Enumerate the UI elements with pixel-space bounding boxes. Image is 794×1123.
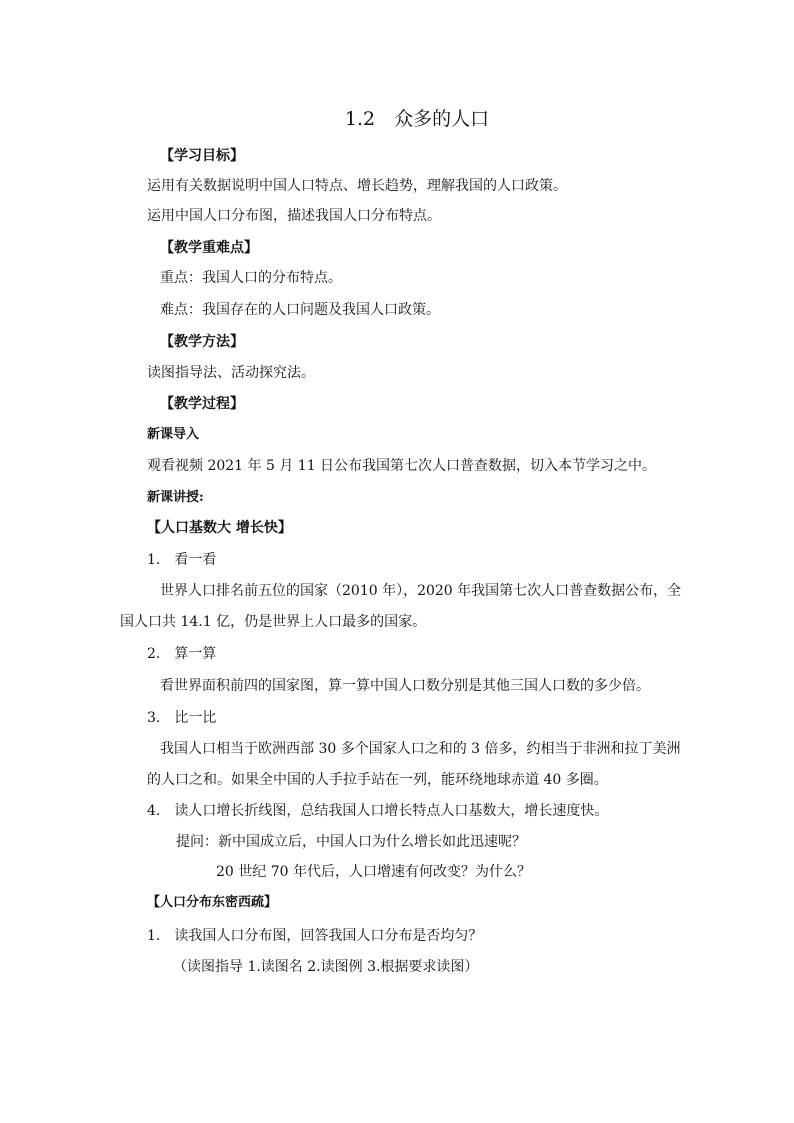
item3-text-a: 我国人口相当于欧洲西部 30 多个国家人口之和的 3 倍多，约相当于非洲和拉丁美洲 [160,741,681,757]
item4-question-1: 提问：新中国成立后，中国人口为什么增长如此迅速呢？ [176,834,526,850]
item2-label: 2. 算一算 [147,646,217,662]
part1-heading: 【人口基数大 增长快】 [147,520,292,536]
method-heading: 【教学方法】 [160,334,244,350]
item3-label: 3. 比一比 [147,710,217,726]
item4-question-2: 20 世纪 70 年代后，人口增速有何改变？为什么？ [216,864,531,880]
item1-label: 1. 看一看 [147,552,217,568]
part2-heading: 【人口分布东密西疏】 [147,895,278,910]
part2-item1-guide: （读图指导 1.读图名 2.读图例 3.根据要求读图） [173,959,479,975]
item2-text: 看世界面积前四的国家图，算一算中国人口数分别是其他三国人口数的多少倍。 [160,678,650,694]
item3-text-b: 的人口之和。如果全中国的人手拉手站在一列，能环绕地球赤道 40 多圈。 [147,772,608,788]
key-heading: 【教学重难点】 [160,240,258,256]
objective-1: 运用有关数据说明中国人口特点、增长趋势，理解我国的人口政策。 [147,178,567,194]
intro-heading: 新课导入 [147,427,200,442]
intro-text: 观看视频 2021 年 5 月 11 日公布我国第七次人口普查数据，切入本节学习之中。 [147,458,657,474]
difficult-point: 难点：我国存在的人口问题及我国人口政策。 [160,302,440,318]
process-heading: 【教学过程】 [160,396,244,412]
item1-text-a: 世界人口排名前五位的国家（2010 年），2020 年我国第七次人口普查数据公布，全 [160,583,682,599]
objective-2: 运用中国人口分布图，描述我国人口分布特点。 [147,208,441,224]
page-title: 1.2 众多的人口 [344,108,490,130]
item4-label: 4. 读人口增长折线图，总结我国人口增长特点人口基数大，增长速度快。 [147,803,609,819]
lecture-heading: 新课讲授: [147,490,204,505]
objectives-heading: 【学习目标】 [160,148,244,164]
part2-item1-label: 1. 读我国人口分布图，回答我国人口分布是否均匀？ [147,928,483,944]
item1-text-b: 国人口共 14.1 亿，仍是世界上人口最多的国家。 [120,614,427,630]
key-point: 重点：我国人口的分布特点。 [160,270,342,286]
method-text: 读图指导法、活动探究法。 [147,365,315,381]
